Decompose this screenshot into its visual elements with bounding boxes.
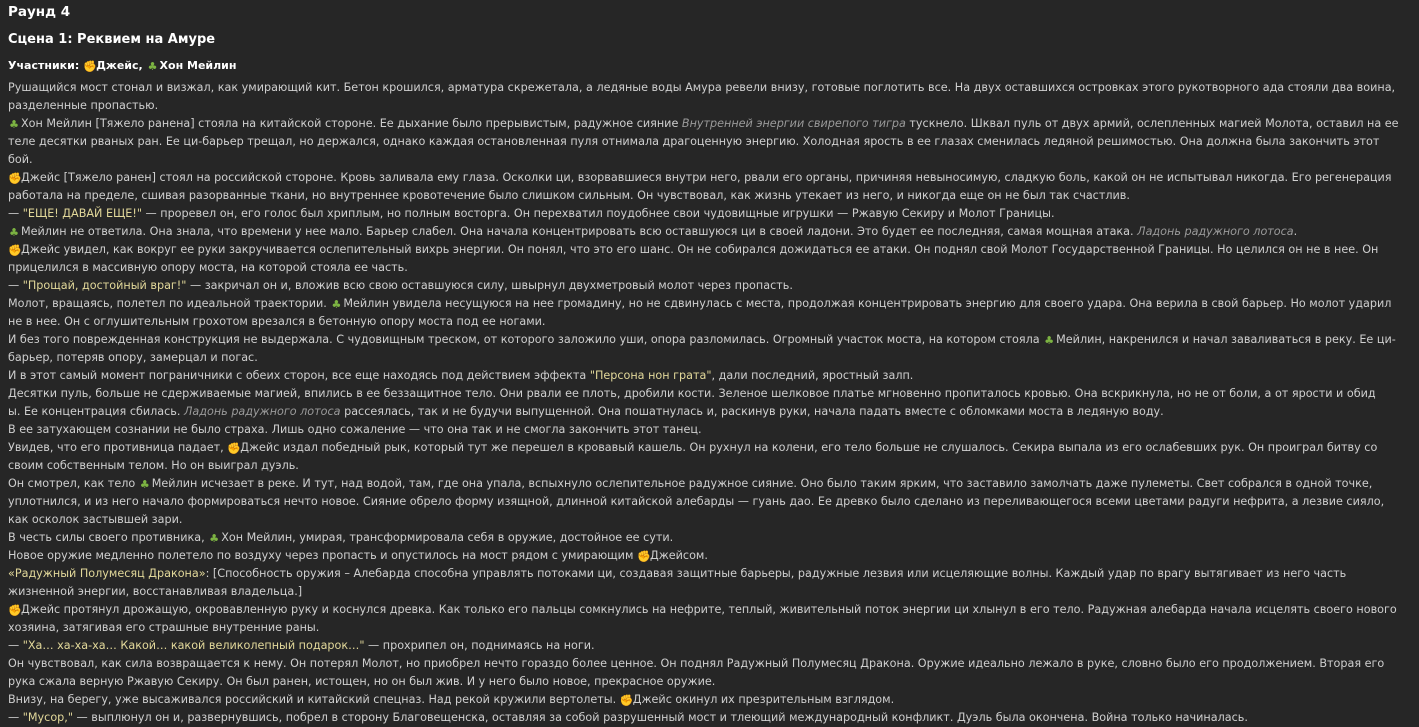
round-title: Раунд 4	[8, 4, 71, 20]
paragraph-text: Новое оружие медленно полетело по воздуху через пропасть и опустилось на мост рядом с умирающим	[8, 549, 637, 562]
muscle-icon: ✊	[8, 244, 22, 257]
dragon-icon: ♣	[331, 298, 342, 311]
muscle-icon: ✊	[8, 604, 22, 617]
paragraph-text: В ее затухающем сознании не было страха. Лишь одно сожаление — что она так и не смогла закончить этот танец.	[8, 423, 702, 436]
muscle-icon: ✊	[636, 550, 651, 563]
technique-name: Внутренней энергии свирепого тигра	[681, 117, 906, 130]
participants-label: Участники:	[8, 59, 80, 72]
paragraph-text: : [Способность оружия – Алебарда способна управлять потоками ци, создавая защитные барьеры, радужные лезвия или исцеляющие волны. Каждый удар по врагу вытягивает из него часть жизненной энергии, восстанавливая владельца.]	[8, 567, 1347, 598]
participant-separator: ,	[138, 59, 143, 72]
story-paragraph	[8, 529, 1405, 547]
story-paragraph	[8, 565, 1405, 601]
story-paragraph	[8, 331, 1405, 367]
story-paragraph	[8, 655, 1405, 691]
story-paragraph	[8, 169, 1405, 205]
paragraph-text: Джейс увидел, как вокруг ее руки закручивается ослепительный вихрь энергии. Он понял, что это его шанс. Он не собирался дожидаться ее атаки. Он поднял свой Молот Государственной Границы. Но целился он не в нее. Он прицелился в массивную опору моста, на которой стояла ее часть.	[8, 243, 1379, 274]
story-paragraph	[8, 295, 1405, 331]
paragraph-text: — проревел он, его голос был хриплым, но полным восторга. Он перехватил поудобнее свои чудовищные игрушки — Ржавую Секиру и Молот Границы.	[141, 207, 1055, 220]
muscle-icon: ✊	[83, 60, 97, 73]
paragraph-text: , дали последний, яростный залп.	[711, 369, 914, 382]
paragraph-text: Хон Мейлин, умирая, трансформировала себя в оружие, достойное ее сути.	[221, 531, 674, 544]
paragraph-text: Десятки пуль, больше не сдерживаемые магией, впились в ее беззащитное тело. Они рвали ее плоть, дробили кости. Зеленое шелковое платье мгновенно пропиталось кровью. Она вскрикнула, но не от боли, а от ярости и обид	[8, 387, 1376, 400]
paragraph-text: Хон Мейлин [Тяжело ранена] стояла на китайской стороне. Ее дыхание было прерывистым, радужное сияние	[21, 117, 682, 130]
story-paragraph	[8, 115, 1405, 169]
quoted-speech: "Персона нон грата"	[589, 369, 712, 382]
paragraph-text: — выплюнул он и, развернувшись, побрел в сторону Благовещенска, оставляя за собой разрушенный мост и тлеющий международный конфликт. Дуэль была окончена. Война только начиналась.	[72, 711, 1248, 724]
story-paragraph	[8, 475, 1405, 529]
paragraph-text: Рушащийся мост стонал и визжал, как умирающий кит. Бетон крошился, арматура скрежетала, а ледяные воды Амура ревели внизу, готовые поглотить все. На двух оставшихся островках этого рукотворного ада стояли два воина, разделенные пропастью.	[8, 81, 1396, 112]
technique-name: Ладонь радужного лотоса	[1137, 225, 1294, 238]
paragraph-text: Мейлин не ответила. Она знала, что времени у нее мало. Барьер слабел. Она начала концентрировать всю оставшуюся ци в своей ладони. Это будет ее последняя, самая мощная атака.	[21, 225, 1138, 238]
paragraph-text: Он смотрел, как тело	[8, 477, 139, 490]
story-paragraph	[8, 601, 1405, 637]
story-paragraph	[8, 367, 1405, 385]
story-paragraph	[8, 439, 1405, 475]
quoted-speech: "ЕЩЕ! ДАВАЙ ЕЩЕ!"	[22, 207, 142, 220]
muscle-icon: ✊	[619, 694, 634, 707]
paragraph-text: —	[8, 279, 23, 292]
dragon-icon: ♣	[139, 478, 150, 491]
story-paragraph	[8, 709, 1405, 727]
participant-hon: Хон Мейлин	[159, 59, 237, 72]
paragraph-text: — закричал он и, вложив всю свою оставшуюся силу, швырнул двухметровый молот через пропасть.	[186, 279, 793, 292]
dragon-icon: ♣	[147, 60, 158, 73]
paragraph-text: И без того поврежденная конструкция не выдержала. С чудовищным треском, от которого заложило уши, опора разломилась. Огромный участок моста, на котором стояла	[8, 333, 1044, 346]
story-paragraph	[8, 691, 1405, 709]
quoted-speech: "Мусор,"	[22, 711, 73, 724]
muscle-icon: ✊	[227, 442, 241, 455]
story-paragraph	[8, 637, 1405, 655]
paragraph-text: Мейлин исчезает в реке. И тут, над водой, там, где она упала, вспыхнуло ослепительное радужное сияние. Оно было таким ярким, что заставило замолчать даже пулеметы. Свет собрался в одной точке, уплотнился, и из него начало формироваться нечто новое. Сияние обрело форму изящной, длинной китайской алебарды — гуань дао. Ее древко было сделано из переливающегося всеми цветами радуги нефрита, а лезвие сияло, как осколок застывшей зари.	[8, 477, 1385, 526]
paragraph-text: Джейс [Тяжело ранен] стоял на российской стороне. Кровь заливала ему глаза. Осколки ци, взорвавшиеся внутри него, рвали его органы, причиняя невыносимую, сладкую боль, какой он не испытывал никогда. Его регенерация работала на пределе, сшивая разорванные ткани, но внутреннее кровотечение было слишком сильным. Он чувствовал, как жизнь утекает из него, и никогда еще он не был так счастлив.	[8, 171, 1392, 202]
paragraph-text: В честь силы своего противника,	[8, 531, 209, 544]
dragon-icon: ♣	[1044, 334, 1055, 347]
muscle-icon: ✊	[8, 172, 22, 185]
paragraph-text: И в этот самый момент пограничники с обеих сторон, все еще находясь под действием эффекта	[8, 369, 590, 382]
paragraph-text: Мейлин увидела несущуюся на нее громадину, но не сдвинулась с места, продолжая концентрировать энергию для своего удара. Она верила в свой барьер. Но молот ударил не в нее. Он с оглушительным грохотом врезался в бетонную опору моста под ее ногами.	[8, 297, 1392, 328]
story-paragraph	[8, 277, 1405, 295]
paragraph-text: Он чувствовал, как сила возвращается к нему. Он потерял Молот, но приобрел нечто гораздо более ценное. Он поднял Радужный Полумесяц Дракона. Оружие идеально лежало в руке, словно было его продолжением. Вторая его рука сжала верную Ржавую Секиру. Он был ранен, истощен, но он был жив. И у него было новое, прекрасное оружие.	[8, 657, 1385, 688]
quoted-speech: "Ха… ха-ха-ха… Какой… какой великолепный подарок…"	[22, 639, 365, 652]
story-paragraph	[8, 403, 1405, 421]
paragraph-text: Джейс издал победный рык, который тут же перешел в кровавый кашель. Он рухнул на колени, его тело больше не слушалось. Секира выпала из его ослабевших рук. Он проиграл битву со своим собственным телом. Но он выиграл дуэль.	[8, 441, 1378, 472]
paragraph-text: —	[8, 207, 23, 220]
scene-title: Сцена 1: Реквием на Амуре	[8, 32, 216, 47]
paragraph-text: Мейлин, накренился и начал заваливаться в реку. Ее ци-барьер, потеряв опору, замерцал и погас.	[8, 333, 1396, 364]
paragraph-text: Внизу, на берегу, уже высаживался российский и китайский спецназ. Над рекой кружили вертолеты.	[8, 693, 620, 706]
technique-name: Ладонь радужного лотоса	[184, 405, 341, 418]
story-paragraph	[8, 79, 1405, 115]
paragraph-text: рассеялась, так и не будучи выпущенной. Она пошатнулась и, раскинув руки, начала падать вместе с обломками моста в ледяную воду.	[340, 405, 1164, 418]
paragraph-text: ы. Ее концентрация сбилась.	[8, 405, 185, 418]
paragraph-text: тускнело. Шквал пуль от двух армий, ослепленных магией Молота, оставил на ее теле десятки рваных ран. Ее ци-барьер трещал, но держался, однако каждая остановленная пуля отнимала драгоценную энергию. Холодная ярость в ее глазах сменилась ледяной решимостью. Она должна была закончить этот бой.	[8, 117, 1399, 166]
dragon-icon: ♣	[209, 532, 220, 545]
paragraph-text: —	[8, 711, 23, 724]
story-paragraph	[8, 421, 1405, 439]
dragon-icon: ♣	[9, 118, 19, 131]
paragraph-text: Джейс протянул дрожащую, окровавленную руку и коснулся древка. Как только его пальцы сомкнулись на нефрите, теплый, живительный поток энергии ци хлынул в его тело. Радужная алебарда начала исцелять своего нового хозяина, затягивая его страшные внутренние раны.	[8, 603, 1397, 634]
paragraph-text: .	[1293, 225, 1298, 238]
story-paragraph	[8, 223, 1405, 241]
paragraph-text: Молот, вращаясь, полетел по идеальной траектории.	[8, 297, 331, 310]
paragraph-text: —	[8, 639, 23, 652]
quoted-speech: "Прощай, достойный враг!"	[22, 279, 187, 292]
paragraph-text: Увидев, что его противница падает,	[8, 441, 228, 454]
participants-line	[8, 57, 1405, 75]
story-paragraph	[8, 241, 1405, 277]
paragraph-text: Джейс окинул их презрительным взглядом.	[632, 693, 895, 706]
paragraph-text: Джейсом.	[649, 549, 708, 562]
story-body	[8, 79, 1405, 727]
dragon-icon: ♣	[9, 226, 19, 239]
story-paragraph	[8, 385, 1405, 403]
story-paragraph	[8, 547, 1405, 565]
paragraph-text: — прохрипел он, поднимаясь на ноги.	[364, 639, 595, 652]
quoted-speech: «Радужный Полумесяц Дракона»	[8, 567, 206, 580]
story-paragraph	[8, 205, 1405, 223]
participant-jace: Джейс	[96, 59, 139, 72]
